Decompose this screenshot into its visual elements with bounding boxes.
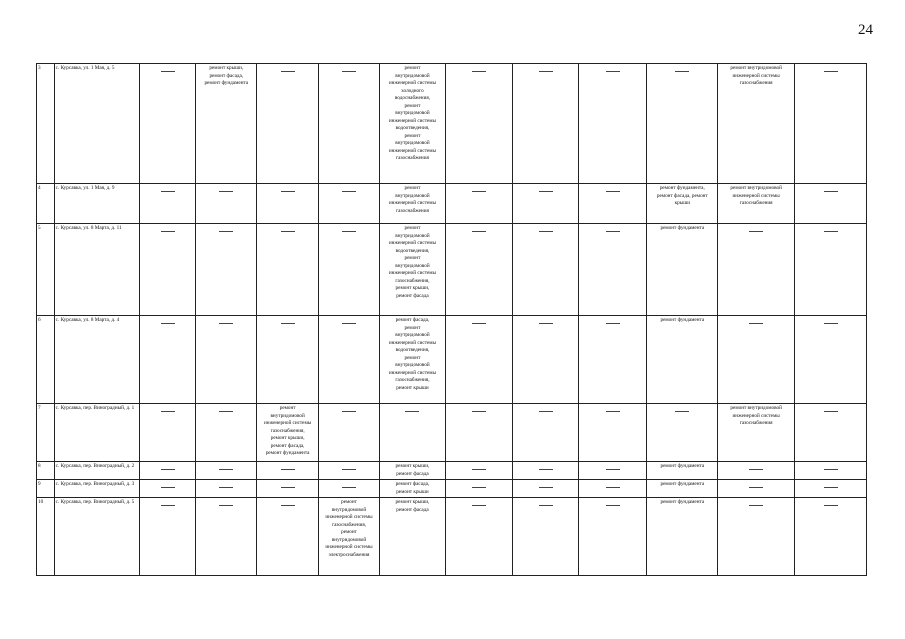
building-address: с. Курсавка, пер. Виноградный, д. 1	[54, 404, 139, 462]
empty-dash	[196, 184, 257, 224]
empty-dash	[318, 462, 379, 480]
building-address: с. Курсавка, ул. 1 Мая, д. 5	[54, 64, 139, 184]
table-row	[37, 480, 867, 498]
empty-dash	[318, 224, 379, 316]
dash-mark	[606, 487, 620, 488]
building-address: с. Курсавка, пер. Виноградный, д. 2	[54, 462, 139, 480]
dash-mark	[472, 469, 486, 470]
dash-mark	[405, 411, 419, 412]
empty-dash	[257, 184, 318, 224]
empty-dash	[318, 316, 379, 404]
empty-dash	[513, 462, 579, 480]
table-row	[37, 404, 867, 462]
dash-mark	[281, 191, 295, 192]
dash-mark	[824, 71, 838, 72]
dash-mark	[472, 71, 486, 72]
work-type-text: ремонт фундамента, ремонт фасада, ремонт крыши	[656, 185, 708, 207]
work-type-cell	[380, 224, 446, 316]
empty-dash	[513, 316, 579, 404]
empty-dash	[445, 224, 513, 316]
dash-mark	[161, 191, 175, 192]
work-type-text: ремонт внутридомовой инженерной системы газоснабжения	[730, 185, 782, 207]
empty-dash	[139, 224, 195, 316]
work-type-cell	[718, 184, 795, 224]
dash-mark	[539, 411, 553, 412]
work-type-text: ремонт внутридомовой инженерной системы газоснабжения	[388, 185, 437, 214]
dash-mark	[342, 71, 356, 72]
dash-mark	[281, 487, 295, 488]
building-address: с. Курсавка, пер. Виноградный, д. 5	[54, 498, 139, 576]
work-type-cell	[647, 316, 718, 404]
dash-mark	[219, 411, 233, 412]
empty-dash	[139, 462, 195, 480]
dash-mark	[539, 469, 553, 470]
table-row	[37, 64, 867, 184]
empty-dash	[718, 224, 795, 316]
dash-mark	[219, 323, 233, 324]
dash-mark	[824, 469, 838, 470]
empty-dash	[647, 404, 718, 462]
empty-dash	[513, 498, 579, 576]
page-number: 24	[858, 22, 873, 38]
dash-mark	[219, 191, 233, 192]
work-type-text: ремонт фасада, ремонт крыши	[395, 481, 430, 495]
dash-mark	[161, 469, 175, 470]
work-type-cell	[380, 498, 446, 576]
empty-dash	[513, 184, 579, 224]
work-type-cell	[647, 480, 718, 498]
row-number: 7	[37, 404, 55, 462]
empty-dash	[445, 316, 513, 404]
dash-mark	[161, 71, 175, 72]
dash-mark	[219, 487, 233, 488]
dash-mark	[749, 323, 763, 324]
empty-dash	[380, 404, 446, 462]
empty-dash	[718, 462, 795, 480]
empty-dash	[795, 316, 867, 404]
empty-dash	[318, 64, 379, 184]
building-address: с. Курсавка, пер. Виноградный, д. 3	[54, 480, 139, 498]
row-number: 4	[37, 184, 55, 224]
dash-mark	[281, 323, 295, 324]
empty-dash	[578, 498, 647, 576]
work-type-text: ремонт фундамента	[660, 225, 705, 231]
dash-mark	[675, 411, 689, 412]
dash-mark	[539, 71, 553, 72]
dash-mark	[606, 191, 620, 192]
building-address: с. Курсавка, ул. 8 Марта, д. 4	[54, 316, 139, 404]
empty-dash	[139, 184, 195, 224]
empty-dash	[795, 498, 867, 576]
dash-mark	[606, 323, 620, 324]
dash-mark	[342, 487, 356, 488]
dash-mark	[606, 505, 620, 506]
dash-mark	[824, 505, 838, 506]
empty-dash	[139, 404, 195, 462]
row-number: 9	[37, 480, 55, 498]
dash-mark	[824, 231, 838, 232]
work-type-cell	[647, 462, 718, 480]
empty-dash	[445, 462, 513, 480]
dash-mark	[472, 231, 486, 232]
empty-dash	[718, 480, 795, 498]
work-type-text: ремонт внутридомовой инженерной системы газоснабжения	[730, 65, 782, 87]
dash-mark	[161, 411, 175, 412]
dash-mark	[281, 71, 295, 72]
empty-dash	[795, 64, 867, 184]
empty-dash	[139, 64, 195, 184]
dash-mark	[472, 191, 486, 192]
dash-mark	[161, 231, 175, 232]
work-type-cell	[318, 498, 379, 576]
empty-dash	[578, 224, 647, 316]
empty-dash	[795, 462, 867, 480]
dash-mark	[749, 231, 763, 232]
table-row	[37, 462, 867, 480]
work-type-cell	[647, 498, 718, 576]
dash-mark	[161, 487, 175, 488]
empty-dash	[257, 498, 318, 576]
work-type-cell	[718, 64, 795, 184]
work-type-cell	[380, 462, 446, 480]
dash-mark	[824, 191, 838, 192]
table-row	[37, 498, 867, 576]
empty-dash	[139, 498, 195, 576]
row-number: 3	[37, 64, 55, 184]
empty-dash	[578, 184, 647, 224]
work-type-cell	[380, 480, 446, 498]
empty-dash	[445, 498, 513, 576]
work-type-text: ремонт фасада, ремонт внутридомовой инженерной системы водоотведения, ремонт внутридомовой инженерной системы газоснабжения, ремонт крыши	[388, 317, 437, 391]
empty-dash	[257, 462, 318, 480]
work-type-cell	[380, 184, 446, 224]
empty-dash	[647, 64, 718, 184]
dash-mark	[824, 323, 838, 324]
empty-dash	[578, 480, 647, 498]
empty-dash	[318, 480, 379, 498]
work-type-text: ремонт внутридомовой инженерной системы водоотведения, ремонт внутридомовой инженерной системы газоснабжения, ремонт крыши, ремонт фасада	[388, 225, 437, 299]
work-type-text: ремонт внутридомовой инженерной системы газоснабжения, ремонт крыши, ремонт фасада, ремонт фундамента	[264, 405, 312, 457]
dash-mark	[606, 469, 620, 470]
work-type-cell	[718, 404, 795, 462]
empty-dash	[795, 224, 867, 316]
table-row	[37, 224, 867, 316]
empty-dash	[139, 316, 195, 404]
empty-dash	[795, 404, 867, 462]
repair-schedule-table	[36, 63, 867, 576]
dash-mark	[281, 505, 295, 506]
empty-dash	[196, 316, 257, 404]
dash-mark	[539, 505, 553, 506]
dash-mark	[342, 323, 356, 324]
work-type-text: ремонт фундамента	[660, 499, 705, 506]
work-type-text: ремонт фундамента	[660, 463, 705, 469]
empty-dash	[196, 224, 257, 316]
dash-mark	[472, 487, 486, 488]
empty-dash	[578, 462, 647, 480]
dash-mark	[472, 411, 486, 412]
dash-mark	[219, 469, 233, 470]
dash-mark	[161, 323, 175, 324]
work-type-text: ремонт фундамента	[660, 481, 705, 488]
empty-dash	[445, 480, 513, 498]
empty-dash	[445, 184, 513, 224]
empty-dash	[578, 404, 647, 462]
empty-dash	[578, 64, 647, 184]
row-number: 10	[37, 498, 55, 576]
empty-dash	[513, 404, 579, 462]
work-type-text: ремонт внутридомовой инженерной системы газоснабжения	[730, 405, 782, 427]
dash-mark	[161, 505, 175, 506]
empty-dash	[196, 498, 257, 576]
dash-mark	[824, 411, 838, 412]
dash-mark	[539, 191, 553, 192]
empty-dash	[196, 404, 257, 462]
empty-dash	[196, 480, 257, 498]
work-type-text: ремонт крыши, ремонт фасада	[395, 499, 430, 513]
dash-mark	[219, 505, 233, 506]
empty-dash	[445, 404, 513, 462]
work-type-cell	[380, 316, 446, 404]
empty-dash	[513, 480, 579, 498]
work-type-text: ремонт внутридомовой инженерной системы газоснабжения, ремонт внутридомовой инженерной системы электроснабжения	[325, 499, 373, 558]
work-type-text: ремонт фундамента	[660, 317, 705, 323]
work-type-text: ремонт крыши, ремонт фасада	[395, 463, 430, 477]
row-number: 5	[37, 224, 55, 316]
row-number: 8	[37, 462, 55, 480]
dash-mark	[472, 323, 486, 324]
building-address: с. Курсавка, ул. 8 Марта, д. 11	[54, 224, 139, 316]
dash-mark	[749, 505, 763, 506]
empty-dash	[257, 64, 318, 184]
dash-mark	[539, 487, 553, 488]
empty-dash	[257, 316, 318, 404]
work-type-cell	[380, 64, 446, 184]
dash-mark	[824, 487, 838, 488]
work-type-text: ремонт внутридомовой инженерной системы холодного водоснабжения, ремонт внутридомовой инженерной системы водоотведения, ремонт внутридомовой инженерной системы газоснабжения	[388, 65, 437, 162]
dash-mark	[539, 323, 553, 324]
dash-mark	[281, 231, 295, 232]
empty-dash	[445, 64, 513, 184]
dash-mark	[606, 411, 620, 412]
table-row	[37, 184, 867, 224]
empty-dash	[795, 184, 867, 224]
empty-dash	[795, 480, 867, 498]
work-type-cell	[196, 64, 257, 184]
empty-dash	[257, 224, 318, 316]
work-type-cell	[647, 224, 718, 316]
dash-mark	[472, 505, 486, 506]
dash-mark	[281, 469, 295, 470]
work-type-text: ремонт крыши, ремонт фасада, ремонт фундамента	[204, 65, 249, 87]
empty-dash	[318, 404, 379, 462]
table-row	[37, 316, 867, 404]
empty-dash	[513, 224, 579, 316]
dash-mark	[342, 191, 356, 192]
empty-dash	[718, 498, 795, 576]
building-address: с. Курсавка, ул. 1 Мая, д. 9	[54, 184, 139, 224]
dash-mark	[675, 71, 689, 72]
dash-mark	[539, 231, 553, 232]
dash-mark	[749, 487, 763, 488]
empty-dash	[318, 184, 379, 224]
row-number: 6	[37, 316, 55, 404]
dash-mark	[606, 71, 620, 72]
empty-dash	[578, 316, 647, 404]
work-type-cell	[647, 184, 718, 224]
dash-mark	[342, 469, 356, 470]
dash-mark	[606, 231, 620, 232]
dash-mark	[749, 469, 763, 470]
empty-dash	[196, 462, 257, 480]
empty-dash	[257, 480, 318, 498]
dash-mark	[219, 231, 233, 232]
empty-dash	[139, 480, 195, 498]
dash-mark	[342, 411, 356, 412]
work-type-cell	[257, 404, 318, 462]
dash-mark	[342, 231, 356, 232]
empty-dash	[718, 316, 795, 404]
empty-dash	[513, 64, 579, 184]
